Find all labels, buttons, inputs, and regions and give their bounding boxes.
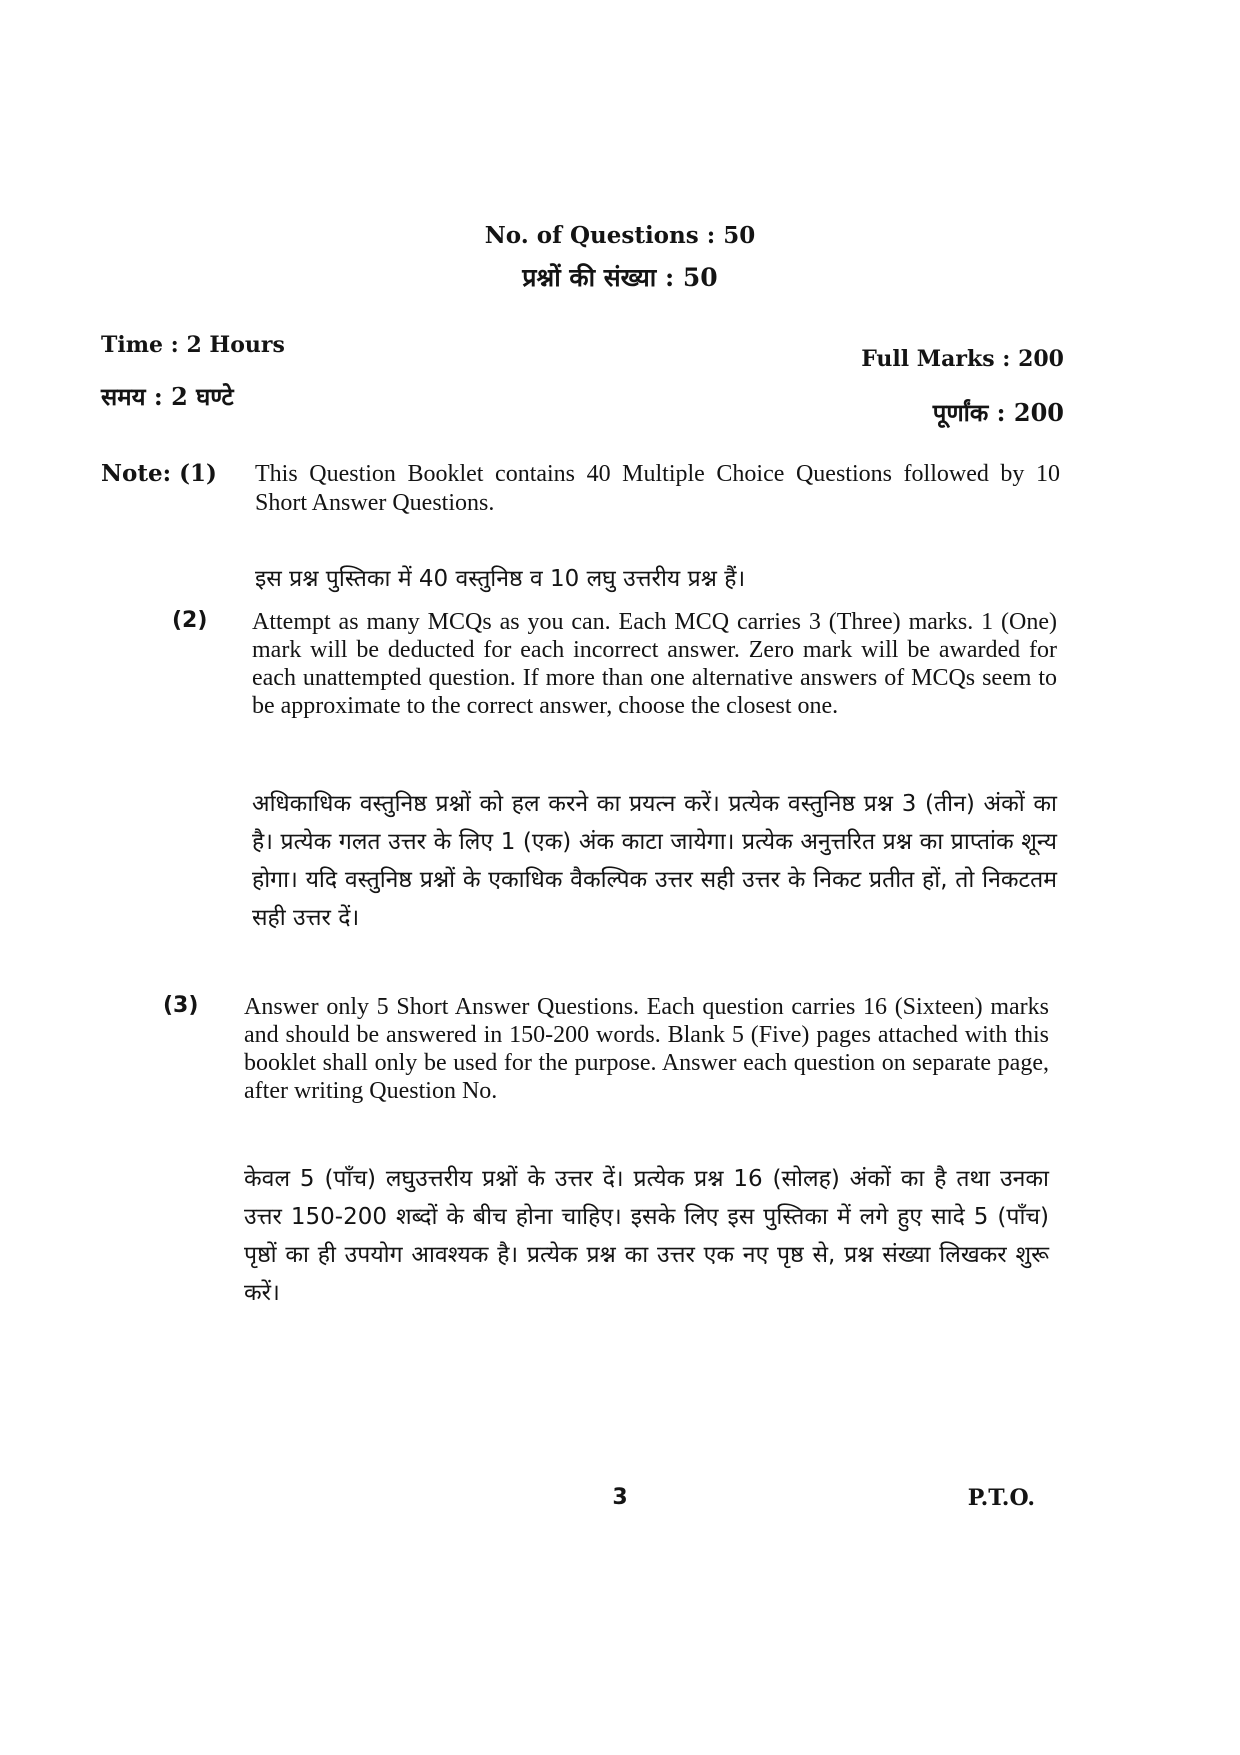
note-3-hindi: केवल 5 (पाँच) लघुउत्तरीय प्रश्नों के उत्तर दें। प्रत्येक प्रश्न 16 (सोलह) अंकों का है तथा उनका उत्तर 150-200 शब्दों के बीच होना चाहिए। इसके लिए इस पुस्तिका में लगे हुए सादे 5 (पाँच) पृष्ठों का ही उपयोग आवश्यक है। प्रत्येक प्रश्न का उत्तर एक नए पृष्ठ से, प्रश्न संख्या लिखकर शुरू करें। <box>244 1166 1049 1306</box>
questions-count-hindi: प्रश्नों की संख्या : 50 <box>522 263 718 292</box>
pto-label: P.T.O. <box>967 1485 1035 1511</box>
time-english: Time : 2 Hours <box>101 332 285 358</box>
note-2-hindi: अधिकाधिक वस्तुनिष्ठ प्रश्नों को हल करने का प्रयत्न करें। प्रत्येक वस्तुनिष्ठ प्रश्न 3 (तीन) अंकों का है। प्रत्येक गलत उत्तर के लिए 1 (एक) अंक काटा जायेगा। प्रत्येक अनुत्तरित प्रश्न का प्राप्तांक शून्य होगा। यदि वस्तुनिष्ठ प्रश्नों के एकाधिक वैकल्पिक उत्तर सही उत्तर के निकट प्रतीत हों, तो निकटतम सही उत्तर दें। <box>252 791 1057 931</box>
page-number: 3 <box>612 1485 628 1510</box>
time-hindi: समय : 2 घण्टे <box>101 382 234 411</box>
note-1-english: This Question Booklet contains 40 Multiple Choice Questions followed by 10 Short Answer Questions. <box>255 461 1060 516</box>
full-marks-hindi: पूर्णांक : 200 <box>932 398 1064 427</box>
note-2-english: Attempt as many MCQs as you can. Each MCQ carries 3 (Three) marks. 1 (One) mark will be deducted for each incorrect answer. Zero mark will be awarded for each unattempted question. If more than one alternative answers of MCQs seem to be approximate to the correct answer, choose the closest one. <box>252 609 1057 719</box>
questions-count-english: No. of Questions : 50 <box>484 222 756 249</box>
full-marks-english: Full Marks : 200 <box>861 346 1064 372</box>
note-3-number: (3) <box>163 993 199 1018</box>
note-2-number: (2) <box>172 608 208 633</box>
note-1-hindi: इस प्रश्न पुस्तिका में 40 वस्तुनिष्ठ व 10 लघु उत्तरीय प्रश्न हैं। <box>255 566 746 592</box>
note-3-english: Answer only 5 Short Answer Questions. Each question carries 16 (Sixteen) marks and should be answered in 150-200 words. Blank 5 (Five) pages attached with this booklet shall only be used for the purpose. Answer each question on separate page, after writing Question No. <box>244 994 1049 1104</box>
note-label: Note: (1) <box>101 460 217 487</box>
